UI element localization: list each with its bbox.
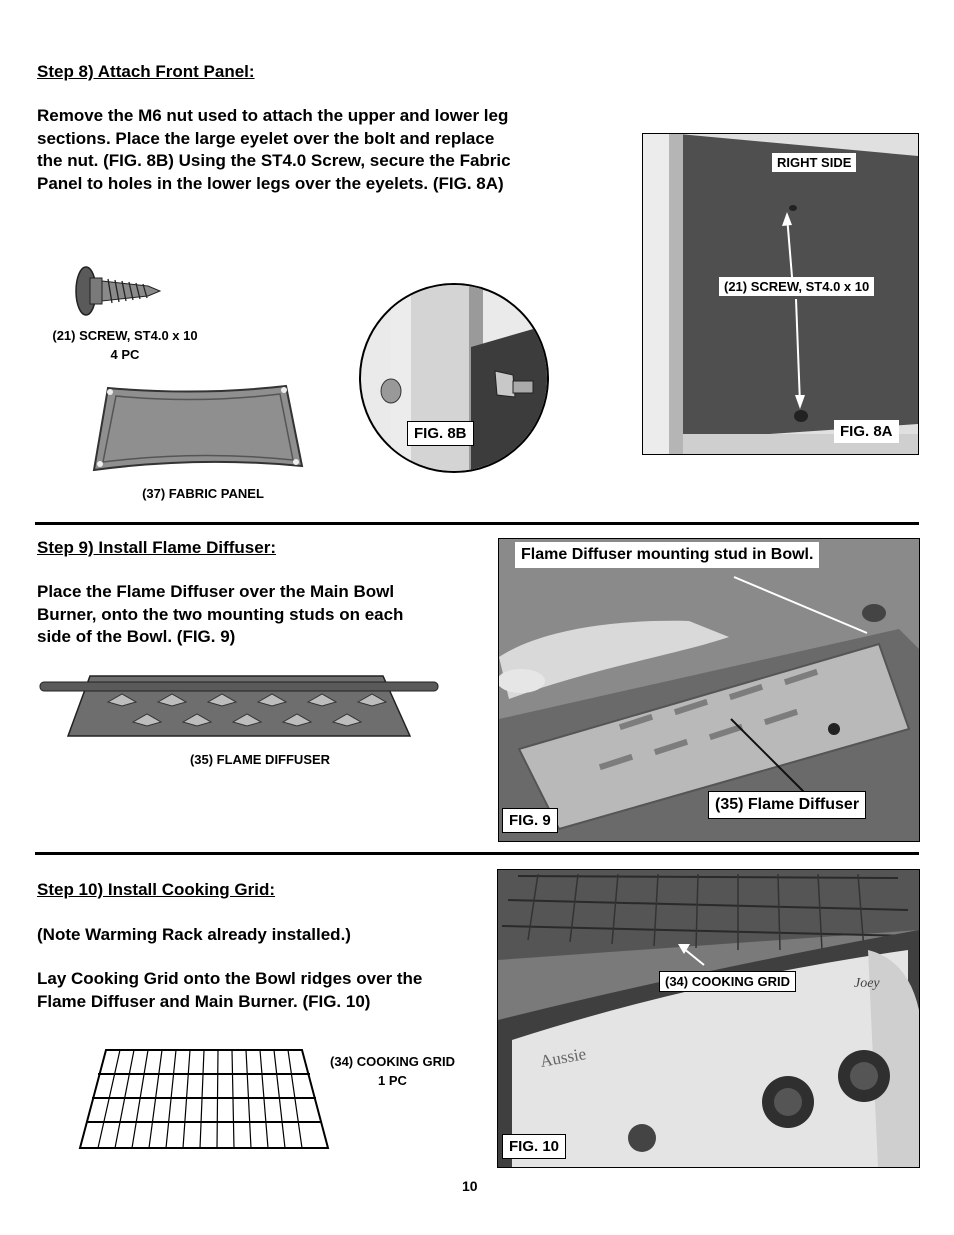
step9-line: Place the Flame Diffuser over the Main Bowl	[37, 582, 395, 601]
fig10-label: FIG. 10	[502, 1134, 566, 1159]
step10-note: (Note Warming Rack already installed.)	[37, 925, 351, 944]
fig10-grid-label: (34) COOKING GRID	[659, 971, 796, 992]
fig9-label: FIG. 9	[502, 808, 558, 833]
fig8a-screw-label: (21) SCREW, ST4.0 x 10	[719, 277, 874, 296]
screw-caption: (21) SCREW, ST4.0 x 10 4 PC	[52, 328, 198, 362]
step8-line: sections. Place the large eyelet over the bolt and replace	[37, 128, 495, 148]
step8-line: Panel to holes in the lower legs over the eyelets. (FIG. 8A)	[37, 173, 504, 193]
fig9-diffuser-label: (35) Flame Diffuser	[708, 791, 866, 819]
step8-line: Remove the M6 nut used to attach the upper and lower leg	[37, 106, 509, 125]
step9-line: side of the Bowl. (FIG. 9)	[37, 627, 236, 646]
cooking-grid-caption: (34) COOKING GRID 1 PC	[330, 1054, 455, 1088]
flame-diffuser-caption: (35) FLAME DIFFUSER	[189, 752, 331, 767]
fabric-panel-caption: (37) FABRIC PANEL	[142, 486, 264, 501]
fig8a-label: FIG. 8A	[834, 420, 899, 443]
section-divider	[35, 522, 919, 525]
step10-heading: Step 10) Install Cooking Grid:	[37, 880, 276, 899]
step10-line: Flame Diffuser and Main Burner. (FIG. 10)	[37, 991, 371, 1011]
fig10-photo	[497, 869, 920, 1168]
page-number: 10	[462, 1178, 478, 1194]
step10-instructions	[37, 968, 487, 1013]
fabric-panel-illustration	[88, 382, 310, 474]
step9-heading: Step 9) Install Flame Diffuser:	[37, 538, 276, 557]
step9-instructions	[37, 581, 487, 649]
step8-heading: Step 8) Attach Front Panel:	[37, 62, 255, 81]
step10-line: Lay Cooking Grid onto the Bowl ridges over the	[37, 969, 423, 988]
fig8b-detail	[359, 283, 549, 473]
fig10-brand-text: Aussie	[538, 1044, 588, 1071]
fig9-photo	[498, 538, 920, 842]
fig8a-photo	[642, 133, 919, 455]
fig8b-label: FIG. 8B	[407, 421, 474, 446]
fig8a-right-side-label: RIGHT SIDE	[772, 153, 856, 172]
fig9-stud-label: Flame Diffuser mounting stud in Bowl.	[515, 542, 819, 568]
cooking-grid-illustration	[76, 1046, 332, 1156]
step8-line: the nut. (FIG. 8B) Using the ST4.0 Screw, secure the Fabric	[37, 151, 511, 170]
section-divider	[35, 852, 919, 855]
step9-line: Burner, onto the two mounting studs on each	[37, 604, 404, 624]
screw-illustration	[68, 262, 163, 320]
fig10-model-text: Joey	[854, 976, 880, 991]
flame-diffuser-illustration	[38, 670, 440, 744]
step8-instructions	[37, 105, 597, 195]
